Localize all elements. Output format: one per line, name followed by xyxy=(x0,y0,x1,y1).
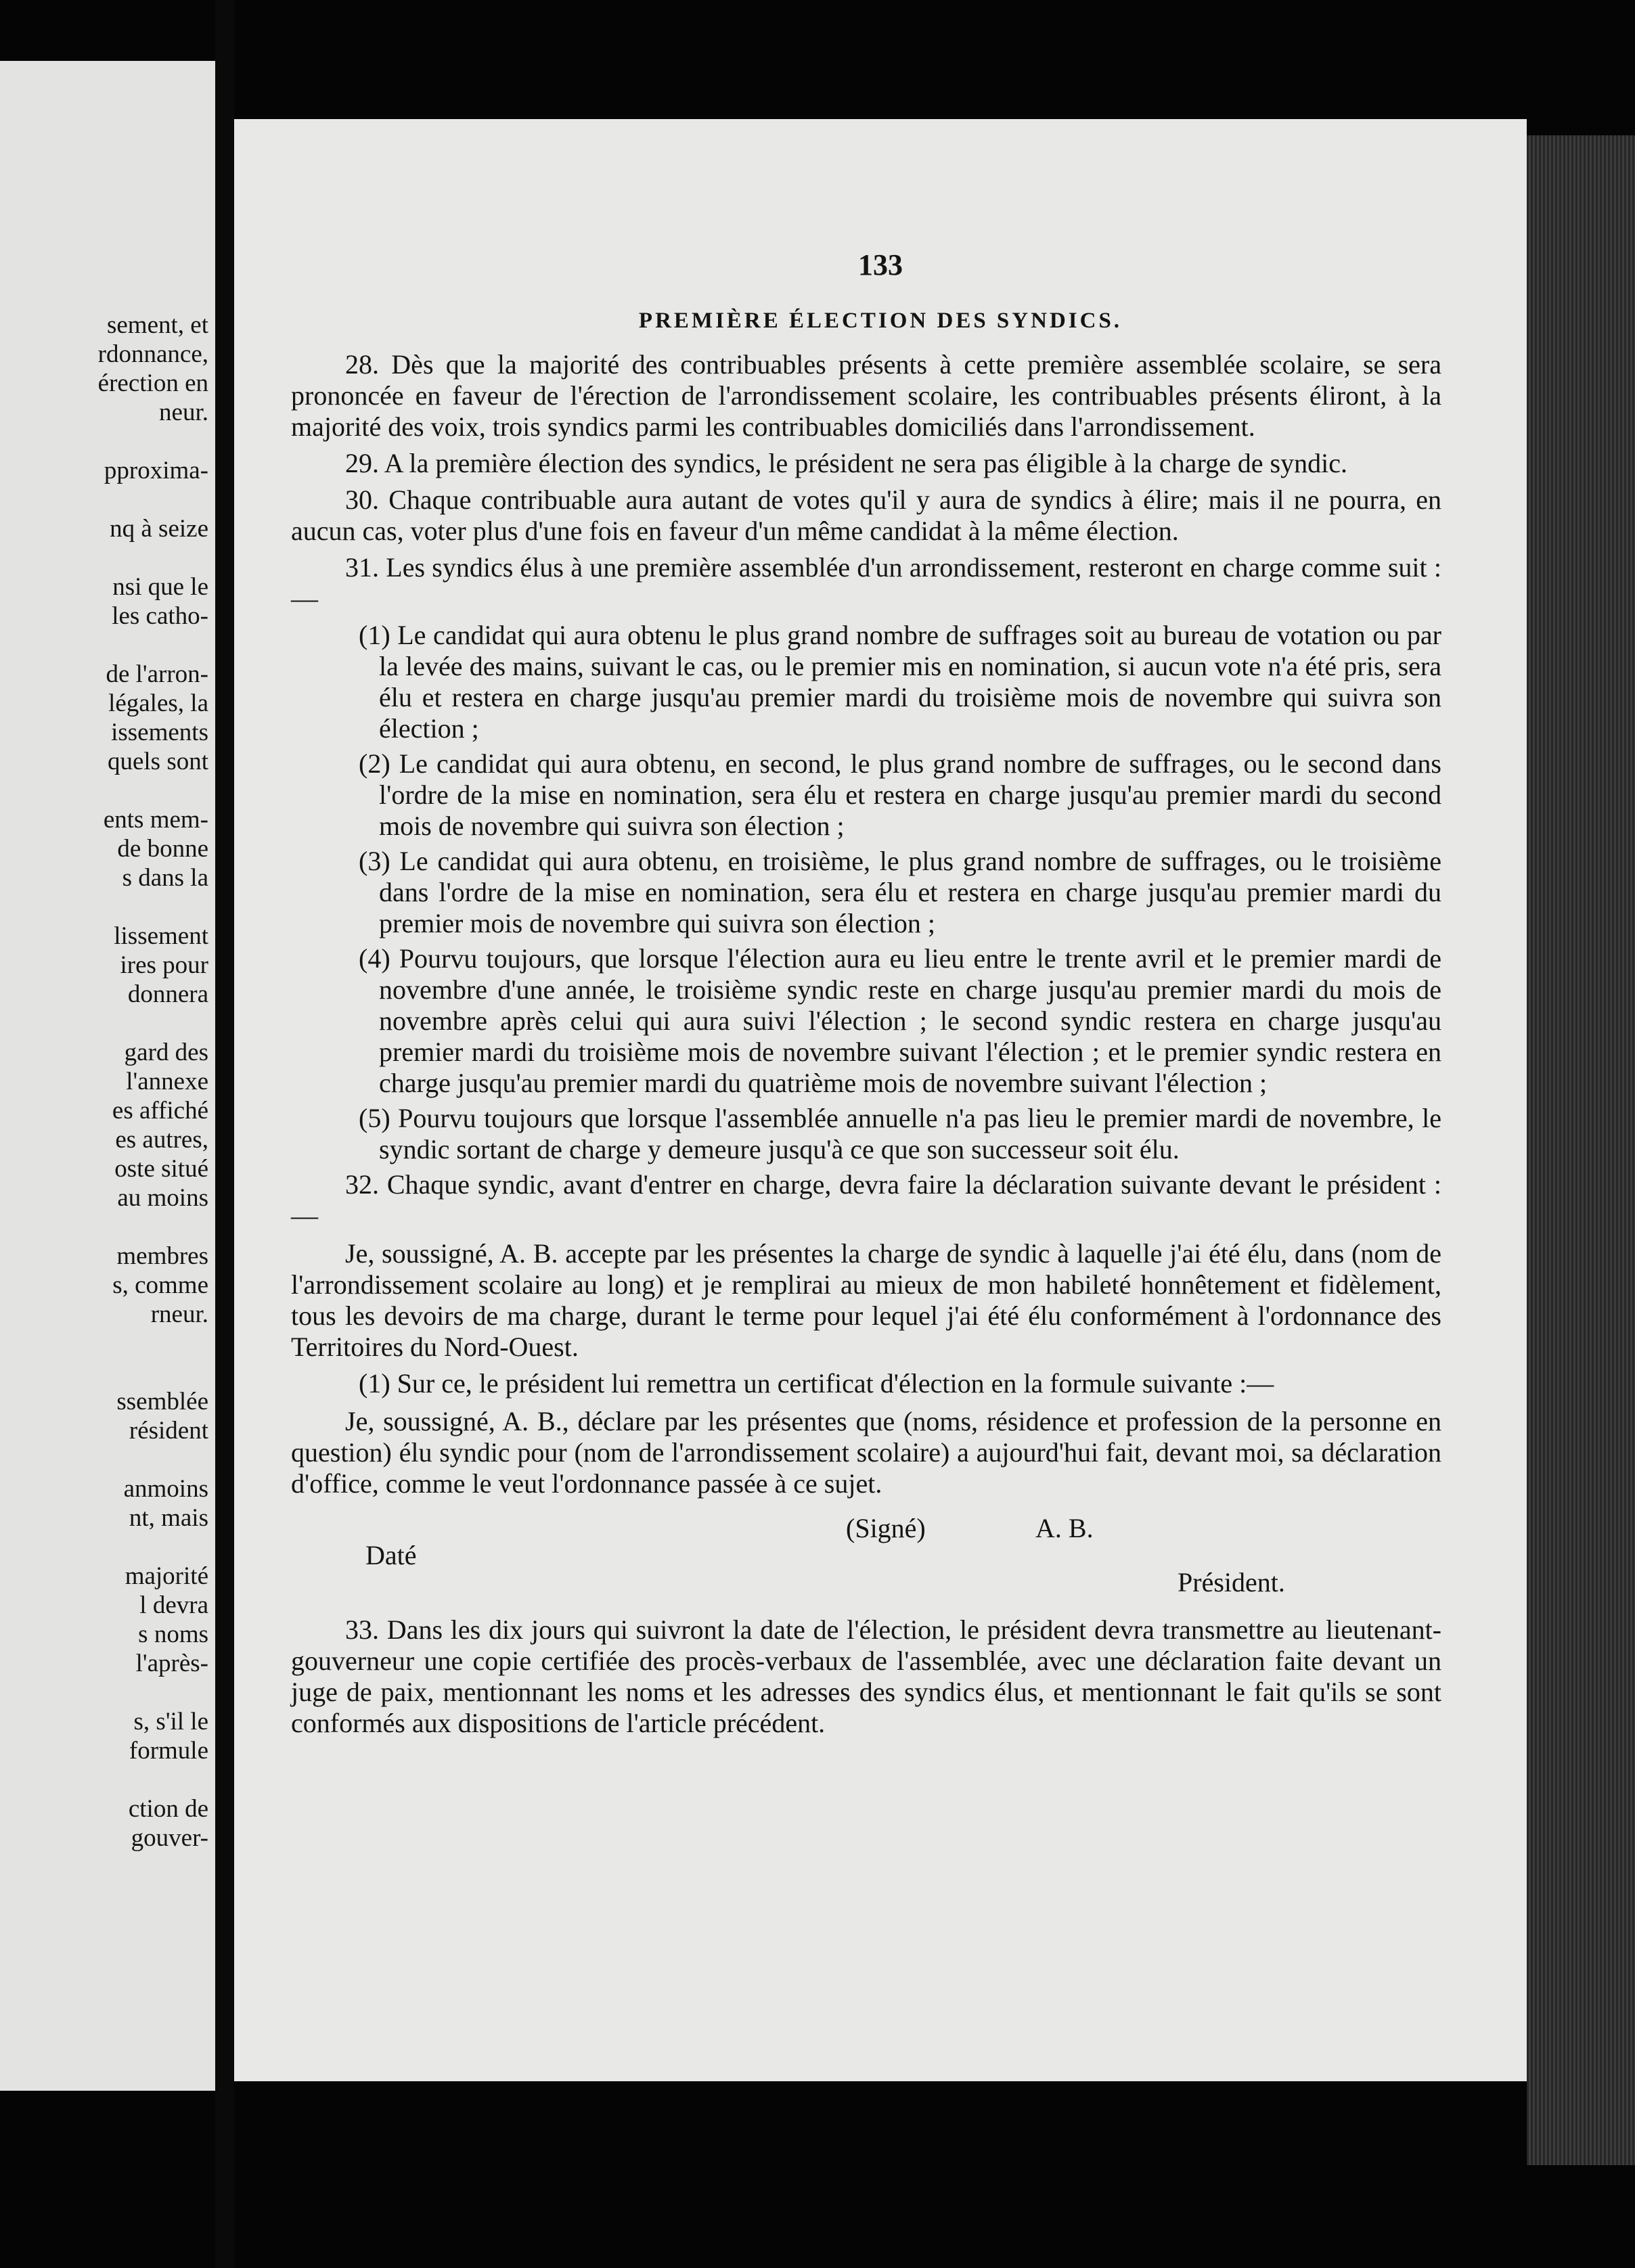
facing-page-line: l'après- xyxy=(135,1650,208,1677)
signed-label: (Signé) xyxy=(846,1513,926,1543)
facing-page-line: issements xyxy=(111,719,208,746)
facing-page xyxy=(0,61,215,2091)
article-31-clause-1: (1) Le candidat qui aura obtenu le plus grand nombre de suffrages soit au bureau de votation ou par la levée des mains, suivant le cas, ou le premier mis en nomination, si aucun vote n'a été pris, sera élu et restera en charge jusqu'au premier mardi du troisième mois de novembre qui suivra son élection ; xyxy=(359,620,1441,744)
facing-page-line: ction de xyxy=(128,1795,208,1823)
book-page xyxy=(234,119,1527,2081)
article-31-clause-3: (3) Le candidat qui aura obtenu, en troisième, le plus grand nombre de suffrages, ou le troisième dans l'ordre de la mise en nomination, sera élu et restera en charge jusqu'au premier mardi du premier mois de novembre qui suivra son élection ; xyxy=(359,846,1441,938)
article-28: 28. Dès que la majorité des contribuables présents à cette première assemblée scolaire, se sera prononcée en faveur de l'érection de l'arrondissement scolaire, les contribuables présents éliront, à la majorité des voix, trois syndics parmi les contribuables domiciliés dans l'arrondissement. xyxy=(291,349,1441,442)
signer-title: Président. xyxy=(1178,1567,1285,1597)
facing-page-line: l devra xyxy=(139,1591,208,1619)
article-31-clause-2: (2) Le candidat qui aura obtenu, en second, le plus grand nombre de suffrages, ou le second dans l'ordre de la mise en nomination, sera élu et restera en charge jusqu'au premier mardi du second mois de novembre qui suivra son élection ; xyxy=(359,748,1441,841)
facing-page-line: quels sont xyxy=(107,748,208,775)
facing-page-line: pproxima- xyxy=(104,457,208,484)
facing-page-line: s dans la xyxy=(122,864,208,892)
article-30: 30. Chaque contribuable aura autant de votes qu'il y aura de syndics à élire; mais il ne pourra, en aucun cas, voter plus d'une fois en faveur d'un même candidat à la même élection. xyxy=(291,484,1441,546)
running-head: PREMIÈRE ÉLECTION DES SYNDICS. xyxy=(638,309,1123,333)
facing-page-line: formule xyxy=(129,1737,208,1765)
facing-page-line: au moins xyxy=(117,1184,208,1212)
article-32-clause-1: (1) Sur ce, le président lui remettra un certificat d'élection en la formule suivante :— xyxy=(359,1368,1274,1399)
date-label: Daté xyxy=(365,1540,417,1570)
signer-initials: A. B. xyxy=(1035,1513,1094,1543)
facing-page-line: nq à seize xyxy=(110,515,208,543)
facing-page-line: rdonnance, xyxy=(97,340,208,368)
facing-page-line: de bonne xyxy=(117,835,208,863)
facing-page-line: gouver- xyxy=(131,1824,208,1852)
facing-page-line: sement, et xyxy=(106,311,208,339)
facing-page-line: nt, mais xyxy=(129,1504,208,1532)
declaration-form: Je, soussigné, A. B. accepte par les présentes la charge de syndic à laquelle j'ai été élu, dans (nom de l'arrondissement scolaire au long) et je remplirai au mieux de mon habileté honnêtement et fidèlement, tous les devoirs de ma charge, durant le terme pour lequel j'ai été élu conformément à l'ordonnance des Territoires du Nord-Ouest. xyxy=(291,1238,1441,1362)
facing-page-line: s, comme xyxy=(112,1271,208,1299)
article-31: 31. Les syndics élus à une première assemblée d'un arrondissement, resteront en charge comme suit :— xyxy=(291,552,1441,614)
article-33: 33. Dans les dix jours qui suivront la date de l'élection, le président devra transmettre au lieutenant-gouverneur une copie certifiée des procès-verbaux de l'assemblée, avec une déclaration faite devant un juge de paix, mentionnant les noms et les adresses des syndics élus, et mentionnant le fait qu'ils se sont conformés aux dispositions de l'article précédent. xyxy=(291,1614,1441,1738)
facing-page-line: l'annexe xyxy=(126,1068,208,1095)
facing-page-line: s, s'il le xyxy=(133,1708,208,1736)
facing-page-line: es autres, xyxy=(115,1126,208,1154)
facing-page-line: ssemblée xyxy=(116,1388,208,1415)
article-31-clause-4: (4) Pourvu toujours, que lorsque l'élection aura eu lieu entre le trente avril et le premier mardi de novembre d'une année, le troisième syndic reste en charge jusqu'au premier mardi du mois de novembre après celui qui aura suivi l'élection ; le second syndic restera en charge jusqu'au premier mardi du troisième mois de novembre suivant l'élection ; et le premier syndic restera en charge jusqu'au premier mardi du quatrième mois de novembre suivant l'élection ; xyxy=(359,943,1441,1098)
facing-page-line: ents mem- xyxy=(103,806,208,834)
facing-page-line: donnera xyxy=(127,980,208,1008)
facing-page-line: membres xyxy=(116,1242,208,1270)
facing-page-line: rneur. xyxy=(150,1300,208,1328)
signature-block xyxy=(291,1513,1441,1614)
facing-page-line: ires pour xyxy=(120,951,208,979)
certificate-form: Je, soussigné, A. B., déclare par les présentes que (noms, résidence et profession de la personne en question) élu syndic pour (nom de l'arrondissement scolaire) a aujourd'hui fait, devant moi, sa déclaration d'office, comme le veut l'ordonnance passée à ce sujet. xyxy=(291,1406,1441,1499)
facing-page-line: majorité xyxy=(125,1562,208,1590)
facing-page-line: lissement xyxy=(114,922,208,950)
facing-page-line: oste situé xyxy=(114,1155,208,1183)
facing-page-line: les catho- xyxy=(112,602,208,630)
facing-page-line: neur. xyxy=(159,399,208,426)
facing-page-line: anmoins xyxy=(123,1475,208,1503)
facing-page-line: érection en xyxy=(97,369,208,397)
facing-page-line: résident xyxy=(129,1417,208,1445)
book-gutter xyxy=(215,0,234,2268)
facing-page-line: légales, la xyxy=(108,689,208,717)
facing-page-line: nsi que le xyxy=(112,573,208,601)
article-31-clause-5: (5) Pourvu toujours que lorsque l'assemblée annuelle n'a pas lieu le premier mardi de novembre, le syndic sortant de charge y demeure jusqu'à ce que son successeur soit élu. xyxy=(359,1103,1441,1164)
page-body xyxy=(291,349,1441,1744)
page-number: 133 xyxy=(858,248,903,281)
facing-page-line: de l'arron- xyxy=(106,660,208,688)
facing-page-line: es affiché xyxy=(112,1097,208,1125)
article-29: 29. A la première élection des syndics, le président ne sera pas éligible à la charge de syndic. xyxy=(345,448,1347,478)
facing-page-line: s noms xyxy=(138,1620,208,1648)
facing-page-line: gard des xyxy=(124,1039,208,1066)
article-32: 32. Chaque syndic, avant d'entrer en charge, devra faire la déclaration suivante devant le président :— xyxy=(291,1169,1441,1231)
page-edges xyxy=(1527,135,1635,2165)
